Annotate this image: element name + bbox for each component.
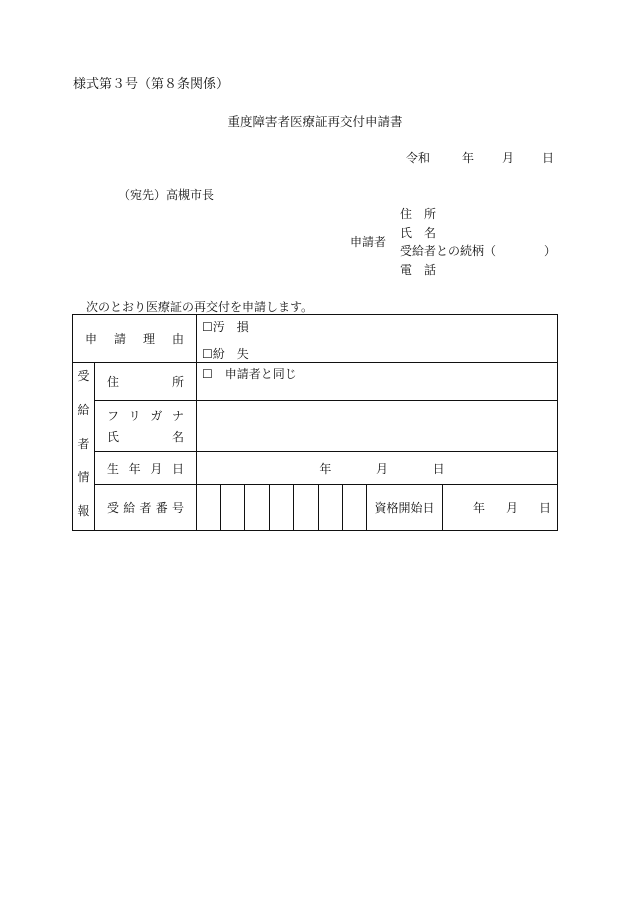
dob-label: 生 年 月 日 (95, 452, 197, 485)
number-digit-box[interactable] (245, 485, 270, 531)
checkbox-damaged[interactable]: ☐汚 損 (202, 320, 249, 334)
date-day: 日 (542, 151, 555, 165)
form-number: 様式第３号（第８条関係） (73, 77, 230, 92)
applicant-address-label: 住 所 (400, 207, 437, 221)
eligibility-start-label: 資格開始日 (367, 485, 443, 531)
name-row (73, 401, 558, 452)
addressee: （宛先）高槻市長 (118, 188, 215, 202)
application-date (406, 149, 554, 166)
recipient-number-label: 受 給 者 番 号 (95, 485, 197, 531)
reason-options[interactable] (197, 315, 558, 363)
number-digit-box[interactable] (221, 485, 245, 531)
dob-field[interactable]: 年 月 日 (197, 452, 558, 485)
recipient-info-label: 受 給 者 情 報 (73, 363, 95, 531)
document-title: 重度障害者医療証再交付申請書 (227, 114, 403, 129)
applicant-relation-label: 受給者との続柄（ ） (400, 244, 557, 259)
applicant-name-label: 氏 名 (400, 225, 437, 240)
number-digit-box[interactable] (294, 485, 319, 531)
reason-row (73, 315, 558, 363)
number-digit-box[interactable] (270, 485, 294, 531)
recipient-number-row (73, 485, 558, 531)
number-digit-box[interactable] (197, 485, 221, 531)
number-digit-box[interactable] (343, 485, 367, 531)
applicant-fields (400, 205, 556, 280)
recipient-name-field[interactable] (197, 401, 558, 452)
application-table (72, 314, 558, 531)
eligibility-start-field[interactable]: 年 月 日 (443, 485, 558, 531)
checkbox-lost[interactable]: ☐紛 失 (202, 347, 249, 361)
recipient-name-label: フ リ ガ ナ 氏 名 (95, 401, 197, 452)
date-year: 年 (462, 151, 475, 165)
recipient-address-field[interactable] (197, 363, 558, 401)
reason-label: 申 請 理 由 (73, 315, 197, 363)
date-era: 令和 (406, 151, 431, 165)
address-row (73, 363, 558, 401)
number-digit-box[interactable] (319, 485, 343, 531)
dob-row (73, 452, 558, 485)
date-month: 月 (502, 151, 515, 165)
checkbox-same-as-applicant[interactable]: ☐ 申請者と同じ (202, 367, 297, 381)
applicant-label: 申請者 (350, 235, 387, 249)
applicant-phone-label: 電 話 (400, 263, 437, 278)
recipient-address-label: 住 所 (95, 363, 197, 401)
intro-text: 次のとおり医療証の再交付を申請します。 (86, 300, 314, 314)
